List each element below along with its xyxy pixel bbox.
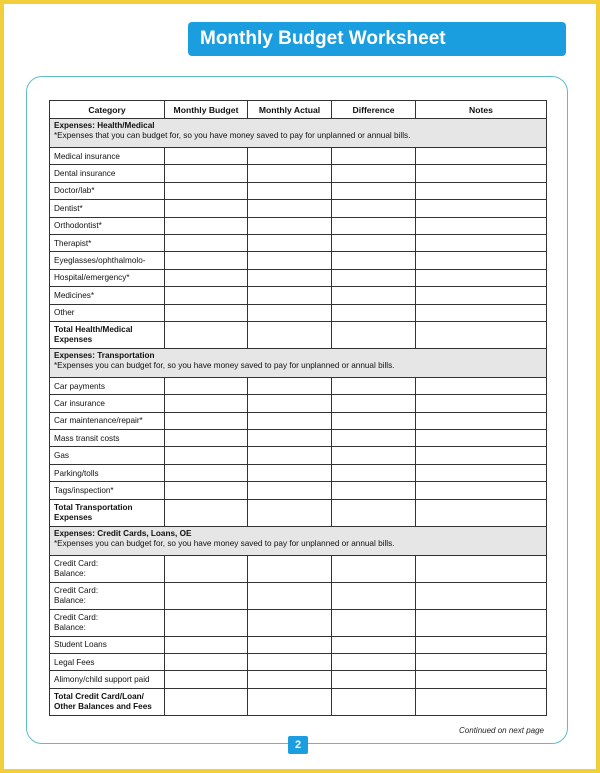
difference-cell[interactable] (332, 321, 416, 348)
monthly-budget-cell[interactable] (165, 688, 248, 715)
category-cell: Hospital/emergency* (50, 269, 165, 286)
notes-cell[interactable] (416, 636, 547, 653)
section-note: *Expenses you can budget for, so you have money saved to pay for unplanned or annual bills. (54, 360, 395, 370)
category-cell: Alimony/child support paid (50, 671, 165, 688)
category-cell: Dental insurance (50, 165, 165, 182)
monthly-budget-cell[interactable] (165, 165, 248, 182)
monthly-budget-cell[interactable] (165, 269, 248, 286)
page-number: 2 (288, 736, 308, 754)
table-row (50, 636, 547, 653)
col-header-monthly-actual: Monthly Actual (248, 101, 332, 119)
difference-cell[interactable] (332, 447, 416, 464)
monthly-actual-cell[interactable] (248, 217, 332, 234)
table-row (50, 200, 547, 217)
table-row (50, 430, 547, 447)
table-row (50, 654, 547, 671)
monthly-budget-cell[interactable] (165, 412, 248, 429)
category-cell: Medicines* (50, 287, 165, 304)
table-row (50, 287, 547, 304)
difference-cell[interactable] (332, 464, 416, 481)
col-header-monthly-budget: Monthly Budget (165, 101, 248, 119)
col-header-category: Category (50, 101, 165, 119)
monthly-budget-cell[interactable] (165, 555, 248, 582)
monthly-actual-cell[interactable] (248, 654, 332, 671)
monthly-actual-cell[interactable] (248, 304, 332, 321)
table-body (50, 119, 547, 716)
category-cell: Total Health/Medical Expenses (50, 321, 165, 348)
total-row (50, 688, 547, 715)
monthly-budget-cell[interactable] (165, 200, 248, 217)
category-cell: Total Transportation Expenses (50, 499, 165, 526)
monthly-actual-cell[interactable] (248, 430, 332, 447)
difference-cell[interactable] (332, 304, 416, 321)
monthly-budget-cell[interactable] (165, 582, 248, 609)
monthly-budget-cell[interactable] (165, 430, 248, 447)
category-cell: Tags/inspection* (50, 482, 165, 499)
monthly-budget-cell[interactable] (165, 217, 248, 234)
section-title: Expenses: Health/Medical (54, 121, 155, 130)
notes-cell[interactable] (416, 217, 547, 234)
difference-cell[interactable] (332, 636, 416, 653)
worksheet-page (4, 4, 596, 769)
table-row (50, 165, 547, 182)
difference-cell[interactable] (332, 148, 416, 165)
monthly-actual-cell[interactable] (248, 395, 332, 412)
notes-cell[interactable] (416, 234, 547, 251)
section-header-cell (50, 526, 547, 555)
monthly-actual-cell[interactable] (248, 482, 332, 499)
table-row (50, 464, 547, 481)
table-row (50, 412, 547, 429)
monthly-budget-cell[interactable] (165, 671, 248, 688)
monthly-actual-cell[interactable] (248, 200, 332, 217)
category-cell: Student Loans (50, 636, 165, 653)
notes-cell[interactable] (416, 252, 547, 269)
table-row (50, 671, 547, 688)
table-row (50, 447, 547, 464)
table-row (50, 234, 547, 251)
difference-cell[interactable] (332, 688, 416, 715)
notes-cell[interactable] (416, 377, 547, 394)
monthly-budget-cell[interactable] (165, 609, 248, 636)
notes-cell[interactable] (416, 447, 547, 464)
table-row (50, 217, 547, 234)
difference-cell[interactable] (332, 482, 416, 499)
monthly-budget-cell[interactable] (165, 395, 248, 412)
category-cell: Eyeglasses/ophthalmolo- (50, 252, 165, 269)
table-row (50, 482, 547, 499)
notes-cell[interactable] (416, 464, 547, 481)
section-header-row (50, 526, 547, 555)
difference-cell[interactable] (332, 377, 416, 394)
page-title: Monthly Budget Worksheet (188, 22, 566, 56)
table-row (50, 582, 547, 609)
total-row (50, 499, 547, 526)
notes-cell[interactable] (416, 582, 547, 609)
table-row (50, 555, 547, 582)
difference-cell[interactable] (332, 269, 416, 286)
section-note: *Expenses that you can budget for, so you have money saved to pay for unplanned or annual bills. (54, 131, 411, 140)
table-row (50, 269, 547, 286)
notes-cell[interactable] (416, 200, 547, 217)
section-header-cell (50, 348, 547, 377)
monthly-budget-cell[interactable] (165, 377, 248, 394)
monthly-actual-cell[interactable] (248, 234, 332, 251)
category-cell: Credit Card: Balance: (50, 582, 165, 609)
notes-cell[interactable] (416, 321, 547, 348)
monthly-actual-cell[interactable] (248, 412, 332, 429)
monthly-actual-cell[interactable] (248, 165, 332, 182)
monthly-actual-cell[interactable] (248, 269, 332, 286)
difference-cell[interactable] (332, 165, 416, 182)
table-header-row (50, 101, 547, 119)
difference-cell[interactable] (332, 609, 416, 636)
category-cell: Dentist* (50, 200, 165, 217)
monthly-actual-cell[interactable] (248, 464, 332, 481)
difference-cell[interactable] (332, 395, 416, 412)
continued-note: Continued on next page (459, 726, 544, 735)
monthly-budget-cell[interactable] (165, 447, 248, 464)
notes-cell[interactable] (416, 165, 547, 182)
notes-cell[interactable] (416, 269, 547, 286)
table-row (50, 182, 547, 199)
difference-cell[interactable] (332, 555, 416, 582)
monthly-actual-cell[interactable] (248, 688, 332, 715)
monthly-actual-cell[interactable] (248, 447, 332, 464)
monthly-budget-cell[interactable] (165, 148, 248, 165)
difference-cell[interactable] (332, 287, 416, 304)
notes-cell[interactable] (416, 304, 547, 321)
total-row (50, 321, 547, 348)
category-cell: Medical insurance (50, 148, 165, 165)
notes-cell[interactable] (416, 182, 547, 199)
monthly-actual-cell[interactable] (248, 377, 332, 394)
category-cell: Credit Card: Balance: (50, 609, 165, 636)
section-header-row (50, 119, 547, 148)
col-header-notes: Notes (416, 101, 547, 119)
section-title: Expenses: Credit Cards, Loans, OE (54, 528, 192, 538)
table-row (50, 395, 547, 412)
monthly-budget-cell[interactable] (165, 321, 248, 348)
category-cell: Parking/tolls (50, 464, 165, 481)
table-row (50, 252, 547, 269)
difference-cell[interactable] (332, 582, 416, 609)
notes-cell[interactable] (416, 555, 547, 582)
monthly-actual-cell[interactable] (248, 252, 332, 269)
notes-cell[interactable] (416, 671, 547, 688)
category-cell: Total Credit Card/Loan/ Other Balances and Fees (50, 688, 165, 715)
monthly-budget-cell[interactable] (165, 252, 248, 269)
notes-cell[interactable] (416, 609, 547, 636)
monthly-budget-cell[interactable] (165, 234, 248, 251)
difference-cell[interactable] (332, 412, 416, 429)
table-row (50, 304, 547, 321)
monthly-budget-cell[interactable] (165, 499, 248, 526)
budget-table (49, 100, 547, 716)
monthly-actual-cell[interactable] (248, 148, 332, 165)
monthly-budget-cell[interactable] (165, 482, 248, 499)
monthly-budget-cell[interactable] (165, 287, 248, 304)
difference-cell[interactable] (332, 234, 416, 251)
difference-cell[interactable] (332, 654, 416, 671)
difference-cell[interactable] (332, 252, 416, 269)
monthly-budget-cell[interactable] (165, 464, 248, 481)
notes-cell[interactable] (416, 688, 547, 715)
monthly-actual-cell[interactable] (248, 582, 332, 609)
table-row (50, 377, 547, 394)
notes-cell[interactable] (416, 412, 547, 429)
difference-cell[interactable] (332, 200, 416, 217)
monthly-actual-cell[interactable] (248, 555, 332, 582)
difference-cell[interactable] (332, 217, 416, 234)
difference-cell[interactable] (332, 430, 416, 447)
category-cell: Legal Fees (50, 654, 165, 671)
col-header-difference: Difference (332, 101, 416, 119)
monthly-actual-cell[interactable] (248, 287, 332, 304)
category-cell: Other (50, 304, 165, 321)
monthly-actual-cell[interactable] (248, 182, 332, 199)
category-cell: Therapist* (50, 234, 165, 251)
section-header-row (50, 348, 547, 377)
notes-cell[interactable] (416, 287, 547, 304)
monthly-actual-cell[interactable] (248, 671, 332, 688)
difference-cell[interactable] (332, 499, 416, 526)
category-cell: Gas (50, 447, 165, 464)
table-row (50, 148, 547, 165)
notes-cell[interactable] (416, 499, 547, 526)
difference-cell[interactable] (332, 182, 416, 199)
notes-cell[interactable] (416, 395, 547, 412)
monthly-actual-cell[interactable] (248, 321, 332, 348)
category-cell: Doctor/lab* (50, 182, 165, 199)
category-cell: Mass transit costs (50, 430, 165, 447)
category-cell: Car insurance (50, 395, 165, 412)
category-cell: Credit Card: Balance: (50, 555, 165, 582)
section-note: *Expenses you can budget for, so you have money saved to pay for unplanned or annual bills. (54, 538, 395, 548)
monthly-actual-cell[interactable] (248, 636, 332, 653)
category-cell: Car maintenance/repair* (50, 412, 165, 429)
category-cell: Orthodontist* (50, 217, 165, 234)
notes-cell[interactable] (416, 654, 547, 671)
monthly-budget-cell[interactable] (165, 636, 248, 653)
monthly-actual-cell[interactable] (248, 499, 332, 526)
notes-cell[interactable] (416, 148, 547, 165)
monthly-actual-cell[interactable] (248, 609, 332, 636)
monthly-budget-cell[interactable] (165, 182, 248, 199)
table-row (50, 609, 547, 636)
difference-cell[interactable] (332, 671, 416, 688)
section-title: Expenses: Transportation (54, 350, 155, 360)
section-header-cell (50, 119, 547, 148)
monthly-budget-cell[interactable] (165, 304, 248, 321)
category-cell: Car payments (50, 377, 165, 394)
monthly-budget-cell[interactable] (165, 654, 248, 671)
notes-cell[interactable] (416, 482, 547, 499)
notes-cell[interactable] (416, 430, 547, 447)
